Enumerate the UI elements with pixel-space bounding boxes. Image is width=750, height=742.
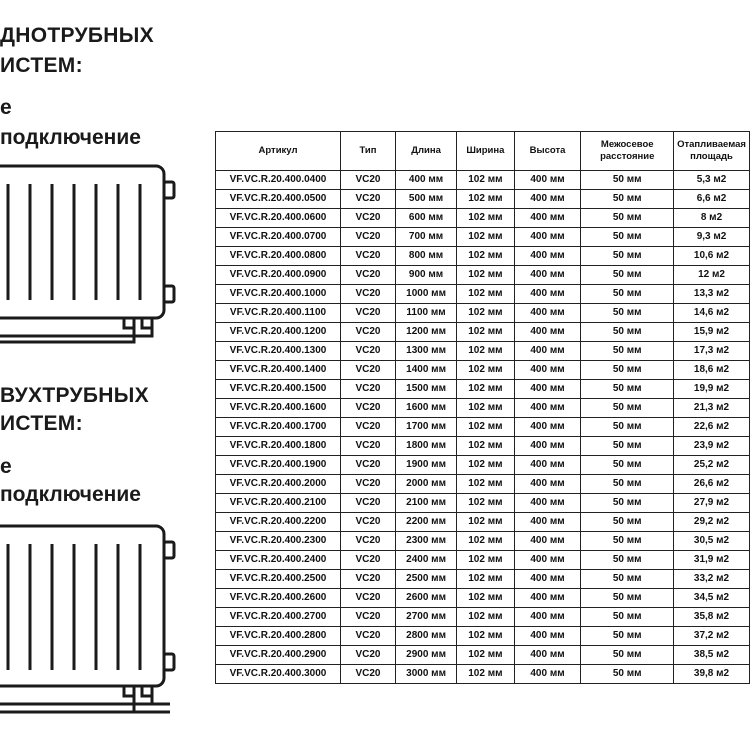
cell-heated-area: 5,3 м2 xyxy=(674,171,750,190)
cell-height: 400 мм xyxy=(514,437,581,456)
cell-heated-area: 31,9 м2 xyxy=(674,551,750,570)
cell-axis-distance: 50 мм xyxy=(581,399,674,418)
cell-length: 600 мм xyxy=(395,209,456,228)
cell-width: 102 мм xyxy=(457,475,514,494)
cell-width: 102 мм xyxy=(457,551,514,570)
cell-article: VF.VC.R.20.400.1900 xyxy=(216,456,341,475)
cell-article: VF.VC.R.20.400.2800 xyxy=(216,627,341,646)
cell-type: VC20 xyxy=(341,190,396,209)
cell-type: VC20 xyxy=(341,418,396,437)
cell-article: VF.VC.R.20.400.2400 xyxy=(216,551,341,570)
cell-article: VF.VC.R.20.400.2600 xyxy=(216,589,341,608)
cell-width: 102 мм xyxy=(457,627,514,646)
cell-height: 400 мм xyxy=(514,361,581,380)
cell-article: VF.VC.R.20.400.1200 xyxy=(216,323,341,342)
header-length: Длина xyxy=(395,132,456,171)
cell-article: VF.VC.R.20.400.0500 xyxy=(216,190,341,209)
cell-length: 2400 мм xyxy=(395,551,456,570)
cell-height: 400 мм xyxy=(514,456,581,475)
cell-heated-area: 14,6 м2 xyxy=(674,304,750,323)
cell-axis-distance: 50 мм xyxy=(581,551,674,570)
cell-height: 400 мм xyxy=(514,228,581,247)
cell-type: VC20 xyxy=(341,532,396,551)
cell-height: 400 мм xyxy=(514,171,581,190)
cell-width: 102 мм xyxy=(457,285,514,304)
cell-length: 2200 мм xyxy=(395,513,456,532)
cell-height: 400 мм xyxy=(514,399,581,418)
cell-axis-distance: 50 мм xyxy=(581,513,674,532)
cell-length: 2900 мм xyxy=(395,646,456,665)
cell-type: VC20 xyxy=(341,551,396,570)
table-row xyxy=(216,342,750,361)
cell-article: VF.VC.R.20.400.2000 xyxy=(216,475,341,494)
cell-type: VC20 xyxy=(341,399,396,418)
cell-axis-distance: 50 мм xyxy=(581,209,674,228)
cell-type: VC20 xyxy=(341,285,396,304)
cell-height: 400 мм xyxy=(514,418,581,437)
table-row xyxy=(216,608,750,627)
cell-type: VC20 xyxy=(341,380,396,399)
cell-axis-distance: 50 мм xyxy=(581,627,674,646)
cell-height: 400 мм xyxy=(514,627,581,646)
table-row xyxy=(216,285,750,304)
cell-height: 400 мм xyxy=(514,475,581,494)
cell-axis-distance: 50 мм xyxy=(581,361,674,380)
cell-type: VC20 xyxy=(341,456,396,475)
cell-width: 102 мм xyxy=(457,266,514,285)
cell-axis-distance: 50 мм xyxy=(581,418,674,437)
cell-heated-area: 26,6 м2 xyxy=(674,475,750,494)
cell-type: VC20 xyxy=(341,323,396,342)
cell-length: 400 мм xyxy=(395,171,456,190)
table-row xyxy=(216,494,750,513)
cell-heated-area: 23,9 м2 xyxy=(674,437,750,456)
section2-sub-line1: е xyxy=(0,455,12,478)
cell-width: 102 мм xyxy=(457,437,514,456)
cell-axis-distance: 50 мм xyxy=(581,646,674,665)
table-row xyxy=(216,646,750,665)
table-row xyxy=(216,228,750,247)
cell-width: 102 мм xyxy=(457,494,514,513)
cell-article: VF.VC.R.20.400.1500 xyxy=(216,380,341,399)
cell-length: 1200 мм xyxy=(395,323,456,342)
cell-length: 2000 мм xyxy=(395,475,456,494)
radiator-double-pipe-icon xyxy=(0,520,200,742)
section2-title-line2: ИСТЕМ: xyxy=(0,412,83,435)
table-row xyxy=(216,209,750,228)
header-width: Ширина xyxy=(457,132,514,171)
cell-length: 1000 мм xyxy=(395,285,456,304)
cell-heated-area: 30,5 м2 xyxy=(674,532,750,551)
cell-heated-area: 35,8 м2 xyxy=(674,608,750,627)
cell-length: 1100 мм xyxy=(395,304,456,323)
section1-title-line1: ДНОТРУБНЫХ xyxy=(0,24,154,47)
cell-article: VF.VC.R.20.400.2300 xyxy=(216,532,341,551)
cell-axis-distance: 50 мм xyxy=(581,171,674,190)
cell-heated-area: 12 м2 xyxy=(674,266,750,285)
section2-title-line1: ВУХТРУБНЫХ xyxy=(0,384,149,407)
section1-title-line2: ИСТЕМ: xyxy=(0,54,83,77)
cell-type: VC20 xyxy=(341,304,396,323)
cell-height: 400 мм xyxy=(514,304,581,323)
cell-heated-area: 21,3 м2 xyxy=(674,399,750,418)
cell-article: VF.VC.R.20.400.1300 xyxy=(216,342,341,361)
cell-article: VF.VC.R.20.400.1600 xyxy=(216,399,341,418)
cell-height: 400 мм xyxy=(514,608,581,627)
cell-type: VC20 xyxy=(341,361,396,380)
cell-axis-distance: 50 мм xyxy=(581,247,674,266)
table-row xyxy=(216,589,750,608)
cell-type: VC20 xyxy=(341,228,396,247)
table-row xyxy=(216,190,750,209)
cell-article: VF.VC.R.20.400.2100 xyxy=(216,494,341,513)
cell-heated-area: 8 м2 xyxy=(674,209,750,228)
table-row xyxy=(216,627,750,646)
cell-heated-area: 17,3 м2 xyxy=(674,342,750,361)
cell-width: 102 мм xyxy=(457,513,514,532)
cell-height: 400 мм xyxy=(514,323,581,342)
cell-width: 102 мм xyxy=(457,570,514,589)
cell-type: VC20 xyxy=(341,627,396,646)
cell-length: 2800 мм xyxy=(395,627,456,646)
header-type: Тип xyxy=(341,132,396,171)
table-row xyxy=(216,323,750,342)
cell-article: VF.VC.R.20.400.2900 xyxy=(216,646,341,665)
cell-type: VC20 xyxy=(341,342,396,361)
cell-length: 2300 мм xyxy=(395,532,456,551)
cell-height: 400 мм xyxy=(514,551,581,570)
cell-width: 102 мм xyxy=(457,646,514,665)
cell-height: 400 мм xyxy=(514,380,581,399)
section1-sub-line2: подключение xyxy=(0,126,141,149)
cell-heated-area: 19,9 м2 xyxy=(674,380,750,399)
header-axis-distance: Межосевое расстояние xyxy=(581,132,674,171)
cell-article: VF.VC.R.20.400.3000 xyxy=(216,665,341,684)
radiator-single-pipe-icon xyxy=(0,160,200,350)
cell-length: 800 мм xyxy=(395,247,456,266)
cell-width: 102 мм xyxy=(457,532,514,551)
cell-type: VC20 xyxy=(341,608,396,627)
cell-height: 400 мм xyxy=(514,646,581,665)
cell-height: 400 мм xyxy=(514,665,581,684)
cell-heated-area: 13,3 м2 xyxy=(674,285,750,304)
cell-length: 2700 мм xyxy=(395,608,456,627)
table-row xyxy=(216,437,750,456)
cell-length: 3000 мм xyxy=(395,665,456,684)
cell-axis-distance: 50 мм xyxy=(581,304,674,323)
table-row xyxy=(216,247,750,266)
cell-type: VC20 xyxy=(341,437,396,456)
cell-heated-area: 6,6 м2 xyxy=(674,190,750,209)
cell-axis-distance: 50 мм xyxy=(581,266,674,285)
cell-width: 102 мм xyxy=(457,608,514,627)
cell-type: VC20 xyxy=(341,209,396,228)
cell-axis-distance: 50 мм xyxy=(581,665,674,684)
cell-heated-area: 37,2 м2 xyxy=(674,627,750,646)
cell-heated-area: 9,3 м2 xyxy=(674,228,750,247)
cell-width: 102 мм xyxy=(457,589,514,608)
cell-axis-distance: 50 мм xyxy=(581,437,674,456)
cell-axis-distance: 50 мм xyxy=(581,285,674,304)
cell-type: VC20 xyxy=(341,266,396,285)
cell-length: 1600 мм xyxy=(395,399,456,418)
cell-axis-distance: 50 мм xyxy=(581,532,674,551)
cell-width: 102 мм xyxy=(457,399,514,418)
cell-heated-area: 27,9 м2 xyxy=(674,494,750,513)
cell-width: 102 мм xyxy=(457,418,514,437)
cell-heated-area: 25,2 м2 xyxy=(674,456,750,475)
cell-length: 1400 мм xyxy=(395,361,456,380)
cell-article: VF.VC.R.20.400.1400 xyxy=(216,361,341,380)
cell-type: VC20 xyxy=(341,589,396,608)
cell-article: VF.VC.R.20.400.2700 xyxy=(216,608,341,627)
cell-height: 400 мм xyxy=(514,589,581,608)
cell-width: 102 мм xyxy=(457,323,514,342)
table-row xyxy=(216,304,750,323)
table-row xyxy=(216,551,750,570)
table-row xyxy=(216,418,750,437)
cell-axis-distance: 50 мм xyxy=(581,570,674,589)
cell-length: 1900 мм xyxy=(395,456,456,475)
cell-heated-area: 18,6 м2 xyxy=(674,361,750,380)
table-row xyxy=(216,399,750,418)
cell-length: 1500 мм xyxy=(395,380,456,399)
cell-article: VF.VC.R.20.400.1800 xyxy=(216,437,341,456)
cell-length: 900 мм xyxy=(395,266,456,285)
table-row xyxy=(216,665,750,684)
cell-height: 400 мм xyxy=(514,342,581,361)
cell-width: 102 мм xyxy=(457,171,514,190)
cell-width: 102 мм xyxy=(457,190,514,209)
cell-width: 102 мм xyxy=(457,380,514,399)
cell-heated-area: 15,9 м2 xyxy=(674,323,750,342)
cell-height: 400 мм xyxy=(514,190,581,209)
cell-height: 400 мм xyxy=(514,494,581,513)
cell-article: VF.VC.R.20.400.1100 xyxy=(216,304,341,323)
header-height: Высота xyxy=(514,132,581,171)
cell-heated-area: 29,2 м2 xyxy=(674,513,750,532)
cell-height: 400 мм xyxy=(514,532,581,551)
cell-height: 400 мм xyxy=(514,209,581,228)
table-row xyxy=(216,570,750,589)
table-row xyxy=(216,532,750,551)
cell-length: 1300 мм xyxy=(395,342,456,361)
cell-length: 2500 мм xyxy=(395,570,456,589)
section2-sub-line2: подключение xyxy=(0,483,141,506)
cell-article: VF.VC.R.20.400.1700 xyxy=(216,418,341,437)
cell-axis-distance: 50 мм xyxy=(581,494,674,513)
cell-axis-distance: 50 мм xyxy=(581,456,674,475)
cell-length: 700 мм xyxy=(395,228,456,247)
table-row xyxy=(216,171,750,190)
cell-length: 1800 мм xyxy=(395,437,456,456)
table-row xyxy=(216,380,750,399)
cell-heated-area: 33,2 м2 xyxy=(674,570,750,589)
cell-article: VF.VC.R.20.400.2500 xyxy=(216,570,341,589)
cell-width: 102 мм xyxy=(457,304,514,323)
cell-type: VC20 xyxy=(341,646,396,665)
cell-heated-area: 10,6 м2 xyxy=(674,247,750,266)
spec-table xyxy=(215,131,750,684)
cell-axis-distance: 50 мм xyxy=(581,608,674,627)
cell-type: VC20 xyxy=(341,494,396,513)
cell-length: 500 мм xyxy=(395,190,456,209)
cell-axis-distance: 50 мм xyxy=(581,475,674,494)
cell-type: VC20 xyxy=(341,513,396,532)
cell-width: 102 мм xyxy=(457,228,514,247)
cell-type: VC20 xyxy=(341,570,396,589)
cell-axis-distance: 50 мм xyxy=(581,380,674,399)
cell-width: 102 мм xyxy=(457,342,514,361)
cell-height: 400 мм xyxy=(514,285,581,304)
cell-height: 400 мм xyxy=(514,266,581,285)
cell-article: VF.VC.R.20.400.0900 xyxy=(216,266,341,285)
cell-height: 400 мм xyxy=(514,570,581,589)
cell-article: VF.VC.R.20.400.2200 xyxy=(216,513,341,532)
cell-heated-area: 22,6 м2 xyxy=(674,418,750,437)
cell-article: VF.VC.R.20.400.0700 xyxy=(216,228,341,247)
cell-axis-distance: 50 мм xyxy=(581,323,674,342)
cell-axis-distance: 50 мм xyxy=(581,589,674,608)
cell-width: 102 мм xyxy=(457,456,514,475)
cell-type: VC20 xyxy=(341,475,396,494)
cell-type: VC20 xyxy=(341,665,396,684)
cell-heated-area: 38,5 м2 xyxy=(674,646,750,665)
table-row xyxy=(216,456,750,475)
section1-sub-line1: е xyxy=(0,96,12,119)
cell-article: VF.VC.R.20.400.0800 xyxy=(216,247,341,266)
cell-type: VC20 xyxy=(341,247,396,266)
header-heated-area: Отапливаемая площадь xyxy=(674,132,750,171)
cell-article: VF.VC.R.20.400.0600 xyxy=(216,209,341,228)
cell-length: 1700 мм xyxy=(395,418,456,437)
cell-width: 102 мм xyxy=(457,665,514,684)
cell-height: 400 мм xyxy=(514,513,581,532)
cell-axis-distance: 50 мм xyxy=(581,342,674,361)
table-row xyxy=(216,513,750,532)
cell-heated-area: 39,8 м2 xyxy=(674,665,750,684)
cell-height: 400 мм xyxy=(514,247,581,266)
table-row xyxy=(216,361,750,380)
table-header-row xyxy=(216,132,750,171)
cell-width: 102 мм xyxy=(457,209,514,228)
cell-length: 2100 мм xyxy=(395,494,456,513)
cell-type: VC20 xyxy=(341,171,396,190)
cell-width: 102 мм xyxy=(457,361,514,380)
cell-length: 2600 мм xyxy=(395,589,456,608)
cell-axis-distance: 50 мм xyxy=(581,190,674,209)
cell-article: VF.VC.R.20.400.1000 xyxy=(216,285,341,304)
cell-width: 102 мм xyxy=(457,247,514,266)
cell-heated-area: 34,5 м2 xyxy=(674,589,750,608)
cell-article: VF.VC.R.20.400.0400 xyxy=(216,171,341,190)
header-article: Артикул xyxy=(216,132,341,171)
table-row xyxy=(216,266,750,285)
cell-axis-distance: 50 мм xyxy=(581,228,674,247)
table-row xyxy=(216,475,750,494)
